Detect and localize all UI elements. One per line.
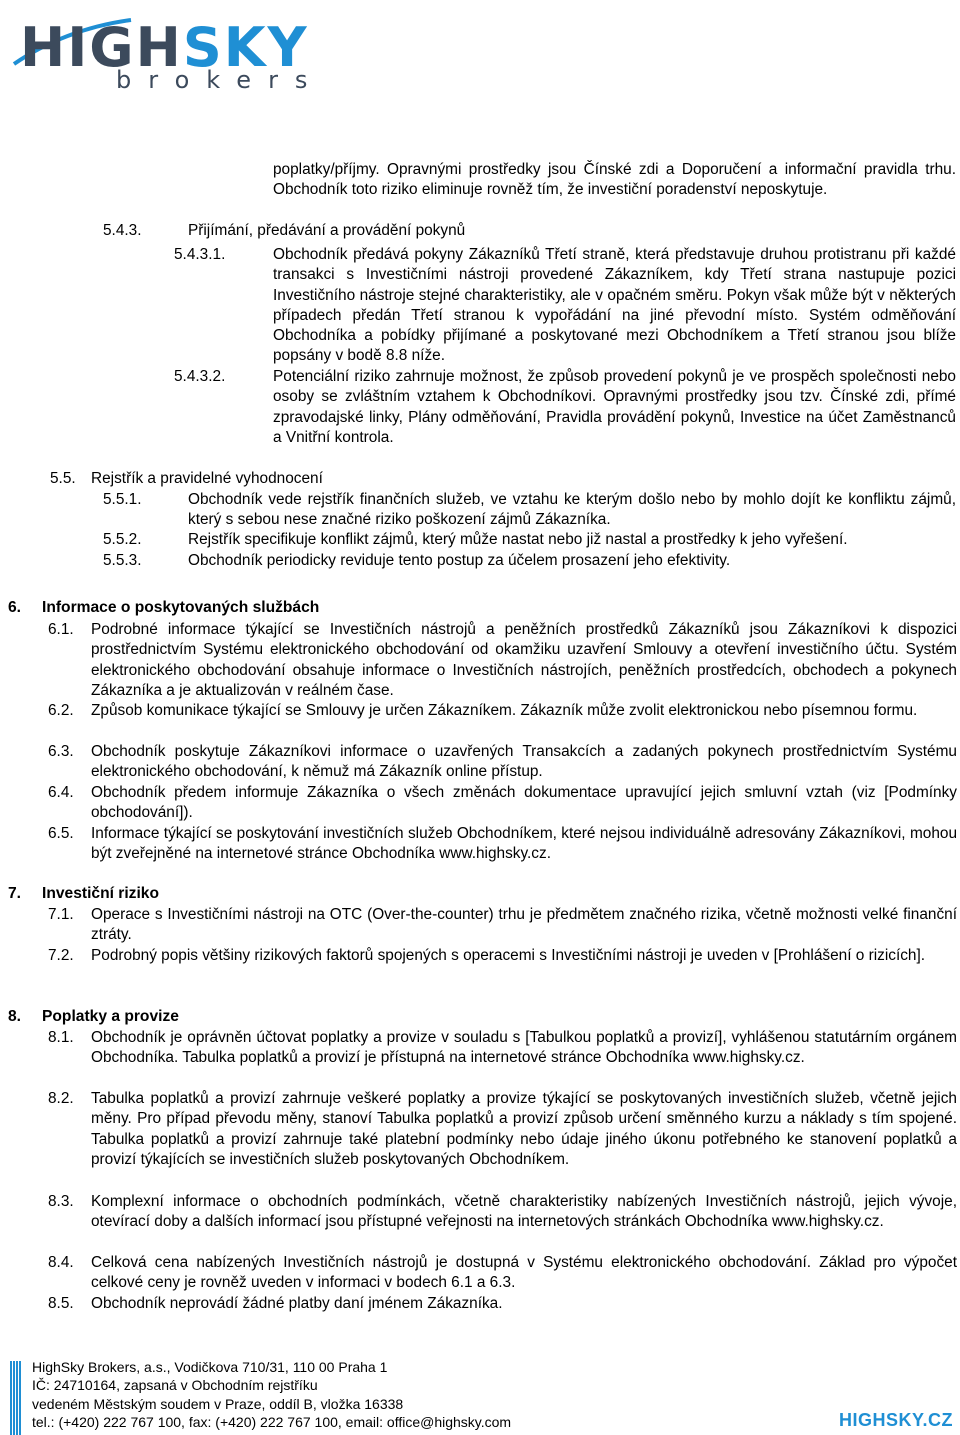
clause-number: 6.3. — [48, 743, 74, 760]
clause-text: Podrobné informace týkající se Investičních nástrojů a peněžních prostředků Zákazníků jsou Zákazníkovi k dispozici prostřednictvím Systému elektronického obchodování od okamžiku uzavření Smlouvy a otevření investičního účtu. Systém elektronického obchodování obsahuje informace o Investičních nástrojích, peněžních prostředcích, obchodech a pokynech Zákazníka a je aktualizován v reálném čase. — [91, 621, 957, 699]
chapter-number: 7. — [8, 885, 22, 902]
clause-number: 7.2. — [48, 947, 74, 964]
chapter-title: Informace o poskytovaných službách — [42, 599, 320, 616]
highsky-logo — [6, 6, 366, 96]
clause-text: Obchodník je oprávněn účtovat poplatky a provize v souladu s [Tabulkou poplatků a provizí], vyhlášenou statutárním orgánem Obchodníka. Tabulka poplatků a provizí je přístupná na internetové stránce Obchodníka www.highsky.cz. — [91, 1029, 957, 1067]
logo-word-high: HIGH — [20, 16, 183, 79]
clause-number: 8.4. — [48, 1254, 74, 1271]
clause-number: 8.3. — [48, 1193, 74, 1210]
clause-text: Potenciální riziko zahrnuje možnost, že způsob provedení pokynů je ve prospěch společnosti nebo osoby se zvláštním vztahem k Obchodníkovi. Opravnými prostředky jsou tzv. Čínské zdi, přímé zpravodajské linky, Plány odměňování, Pravidla provádění pokynů, Investice na účet Zaměstnanců a Vnitřní kontrola. — [273, 368, 956, 446]
footer-brand-link[interactable]: HIGHSKY.CZ — [838, 1410, 953, 1430]
clause-number: 6.5. — [48, 825, 74, 842]
footer-court: vedeném Městským soudem v Praze, oddíl B, vložka 16338 — [32, 1395, 404, 1412]
section-title: Přijímání, předávání a provádění pokynů — [188, 222, 466, 239]
clause-text: Tabulka poplatků a provizí zahrnuje veškeré poplatky a provize týkající se poskytovaných investičních služeb, včetně jejich měny. Pro případ převodu měny, stanoví Tabulka poplatků a provizí způsob určení směnného kurzu a náklady s tím spojené. Tabulka poplatků a provizí zahrnuje také platební podmínky nebo údaje jiného úkonu potřebného ke stanovení poplatků a provizí týkajících se investičních služeb poskytovaných Obchodníkem. — [91, 1090, 957, 1168]
clause-text: Způsob komunikace týkající se Smlouvy je určen Zákazníkem. Zákazník může zvolit elektronickou nebo písemnou formu. — [91, 702, 918, 719]
clause-text: Informace týkající se poskytování investičních služeb Obchodníkem, které nejsou individuálně adresovány Zákazníkovi, mohou být zveřejněné na internetové stránce Obchodníka www.highsky.cz. — [91, 825, 957, 863]
clause-text: Celková cena nabízených Investičních nástrojů je dostupná v Systému elektronického obchodování. Základ pro výpočet celkové ceny je rovněž uveden v informaci v bodech 6.1 a 6.3. — [91, 1254, 957, 1292]
clause-number: 5.5.2. — [103, 531, 142, 548]
paragraph-continuation: poplatky/příjmy. Opravnými prostředky jsou Čínské zdi a Doporučení a informační pravidla trhu. Obchodník toto riziko eliminuje rovněž tím, že investiční poradenství neposkytuje. — [273, 161, 956, 199]
chapter-title: Investiční riziko — [42, 885, 159, 902]
clause-number: 6.4. — [48, 784, 74, 801]
clause-number: 5.5.1. — [103, 491, 142, 508]
section-number: 5.5. — [50, 470, 76, 487]
clause-text: Obchodník předává pokyny Zákazníků Třetí straně, která představuje druhou protistranu při každé transakci s Investičními nástroji provedené Zákazníkem, kdy Třetí strana nastupuje pozici Investičního nástroje stejné charakteristiky, ale v opačném směru. Pokyn však může být v některých případech předán Třetí stranou k vypořádání na jiné převodní místo. Systém odměňování Obchodníka a pobídky přijímané a poskytované mezi Obchodníkem a Třetí stranou jsou blíže popsány v bodě 8.8 níže. — [273, 246, 956, 365]
footer-contact: tel.: (+420) 222 767 100, fax: (+420) 222 767 100, email: office@highsky.com — [32, 1414, 512, 1431]
clause-text: Obchodník poskytuje Zákazníkovi informace o uzavřených Transakcích a zadaných pokynech prostřednictvím Systému elektronického obchodování, k němuž má Zákazník online přístup. — [91, 743, 957, 781]
section-number: 5.4.3. — [103, 222, 142, 239]
clause-number: 5.4.3.2. — [174, 368, 226, 385]
clause-number: 8.1. — [48, 1029, 74, 1046]
chapter-number: 8. — [8, 1008, 22, 1025]
clause-text: Komplexní informace o obchodních podmínkách, včetně charakteristiky nabízených Investičních nástrojů, jejich vývoje, otevírací doby a dalších informací jsou přístupné veřejnosti na internetových stránkách Obchodníka www.highsky.cz. — [91, 1193, 957, 1231]
chapter-title: Poplatky a provize — [42, 1008, 179, 1025]
chapter-number: 6. — [8, 599, 22, 616]
clause-text: Obchodník neprovádí žádné platby daní jménem Zákazníka. — [91, 1295, 503, 1312]
clause-text: Obchodník vede rejstřík finančních služeb, ve vztahu ke kterým došlo nebo by mohlo dojít ke konfliktu zájmů, který s sebou nese značné riziko poškození zájmů Zákazníka. — [188, 491, 956, 529]
logo-subtitle: brokers — [116, 66, 325, 94]
clause-number: 5.4.3.1. — [174, 246, 226, 263]
clause-text: Operace s Investičními nástroji na OTC (Over-the-counter) trhu je předmětem značného rizika, včetně možnosti velké finanční ztráty. — [91, 906, 957, 944]
clause-number: 6.2. — [48, 702, 74, 719]
clause-text: Obchodník předem informuje Zákazníka o všech změnách dokumentace upravující jejich smluvní vztah (viz [Podmínky obchodování]). — [91, 784, 957, 822]
section-title: Rejstřík a pravidelné vyhodnocení — [91, 470, 323, 487]
footer-company-info — [32, 1358, 511, 1432]
clause-number: 7.1. — [48, 906, 74, 923]
clause-text: Podrobný popis většiny rizikových faktorů spojených s operacemi s Investičními nástroji je uveden v [Prohlášení o rizicích]. — [91, 947, 926, 964]
page-footer — [0, 1352, 960, 1435]
clause-number: 8.5. — [48, 1295, 74, 1312]
clause-number: 6.1. — [48, 621, 74, 638]
clause-text: Obchodník periodicky reviduje tento postup za účelem prosazení jeho efektivity. — [188, 552, 731, 569]
footer-stripe-decoration — [10, 1361, 22, 1435]
footer-address: HighSky Brokers, a.s., Vodičkova 710/31, 110 00 Praha 1 — [32, 1359, 388, 1375]
footer-registration: IČ: 24710164, zapsaná v Obchodním rejstříku — [32, 1377, 318, 1394]
clause-text: Rejstřík specifikuje konflikt zájmů, který může nastat nebo již nastal a prostředky k jeho vyřešení. — [188, 531, 848, 548]
logo-word-sky: SKY — [182, 16, 309, 79]
clause-number: 8.2. — [48, 1090, 74, 1107]
clause-number: 5.5.3. — [103, 552, 142, 569]
